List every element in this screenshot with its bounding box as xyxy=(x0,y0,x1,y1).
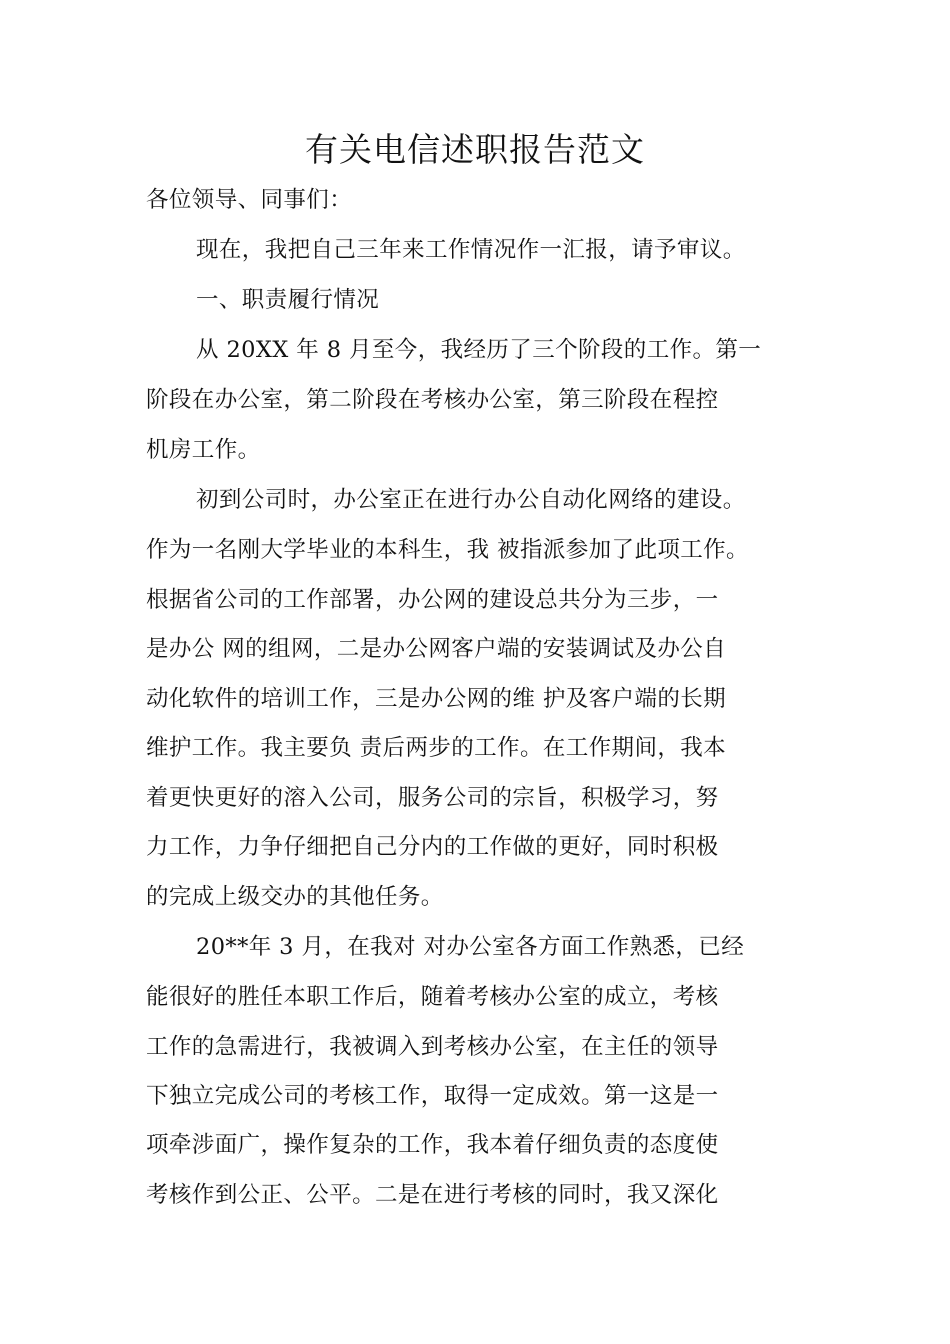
paragraph-line: 维护工作。我主要负 责后两步的工作。在工作期间，我本 xyxy=(146,735,727,761)
paragraph-line: 的完成上级交办的其他任务。 xyxy=(146,884,444,910)
paragraph-line: 从 20XX 年 8 月至今，我经历了三个阶段的工作。第一 xyxy=(196,337,762,363)
paragraph-line: 动化软件的培训工作，三是办公网的维 护及客户端的长期 xyxy=(146,686,727,712)
paragraph-line: 下独立完成公司的考核工作，取得一定成效。第一这是一 xyxy=(146,1083,719,1109)
paragraph-line: 根据省公司的工作部署，办公网的建设总共分为三步，一 xyxy=(146,587,719,613)
paragraph-line: 能很好的胜任本职工作后，随着考核办公室的成立，考核 xyxy=(146,984,719,1010)
salutation: 各位领导、同事们： xyxy=(146,187,353,213)
paragraph-line: 是办公 网的组网，二是办公网客户端的安装调试及办公自 xyxy=(146,636,727,662)
paragraph-line: 作为一名刚大学毕业的本科生，我 被指派参加了此项工作。 xyxy=(146,537,749,563)
paragraph-line: 力工作，力争仔细把自己分内的工作做的更好，同时积极 xyxy=(146,834,719,860)
document-title: 有关电信述职报告范文 xyxy=(305,130,645,169)
paragraph-line: 着更快更好的溶入公司，服务公司的宗旨，积极学习，努 xyxy=(146,785,719,811)
paragraph-line: 项牵涉面广，操作复杂的工作，我本着仔细负责的态度使 xyxy=(146,1132,719,1158)
paragraph-line: 20**年 3 月，在我对 对办公室各方面工作熟悉，已经 xyxy=(196,934,745,960)
paragraph-line: 阶段在办公室，第二阶段在考核办公室，第三阶段在程控 xyxy=(146,387,719,413)
paragraph-line: 初到公司时，办公室正在进行办公自动化网络的建设。 xyxy=(196,487,746,513)
paragraph-line: 机房工作。 xyxy=(146,437,261,463)
paragraph-line: 考核作到公正、公平。二是在进行考核的同时，我又深化 xyxy=(146,1182,719,1208)
section-heading: 一、职责履行情况 xyxy=(196,287,380,313)
paragraph-line: 现在，我把自己三年来工作情况作一汇报，请予审议。 xyxy=(196,237,746,263)
paragraph-line: 工作的急需进行，我被调入到考核办公室，在主任的领导 xyxy=(146,1034,719,1060)
